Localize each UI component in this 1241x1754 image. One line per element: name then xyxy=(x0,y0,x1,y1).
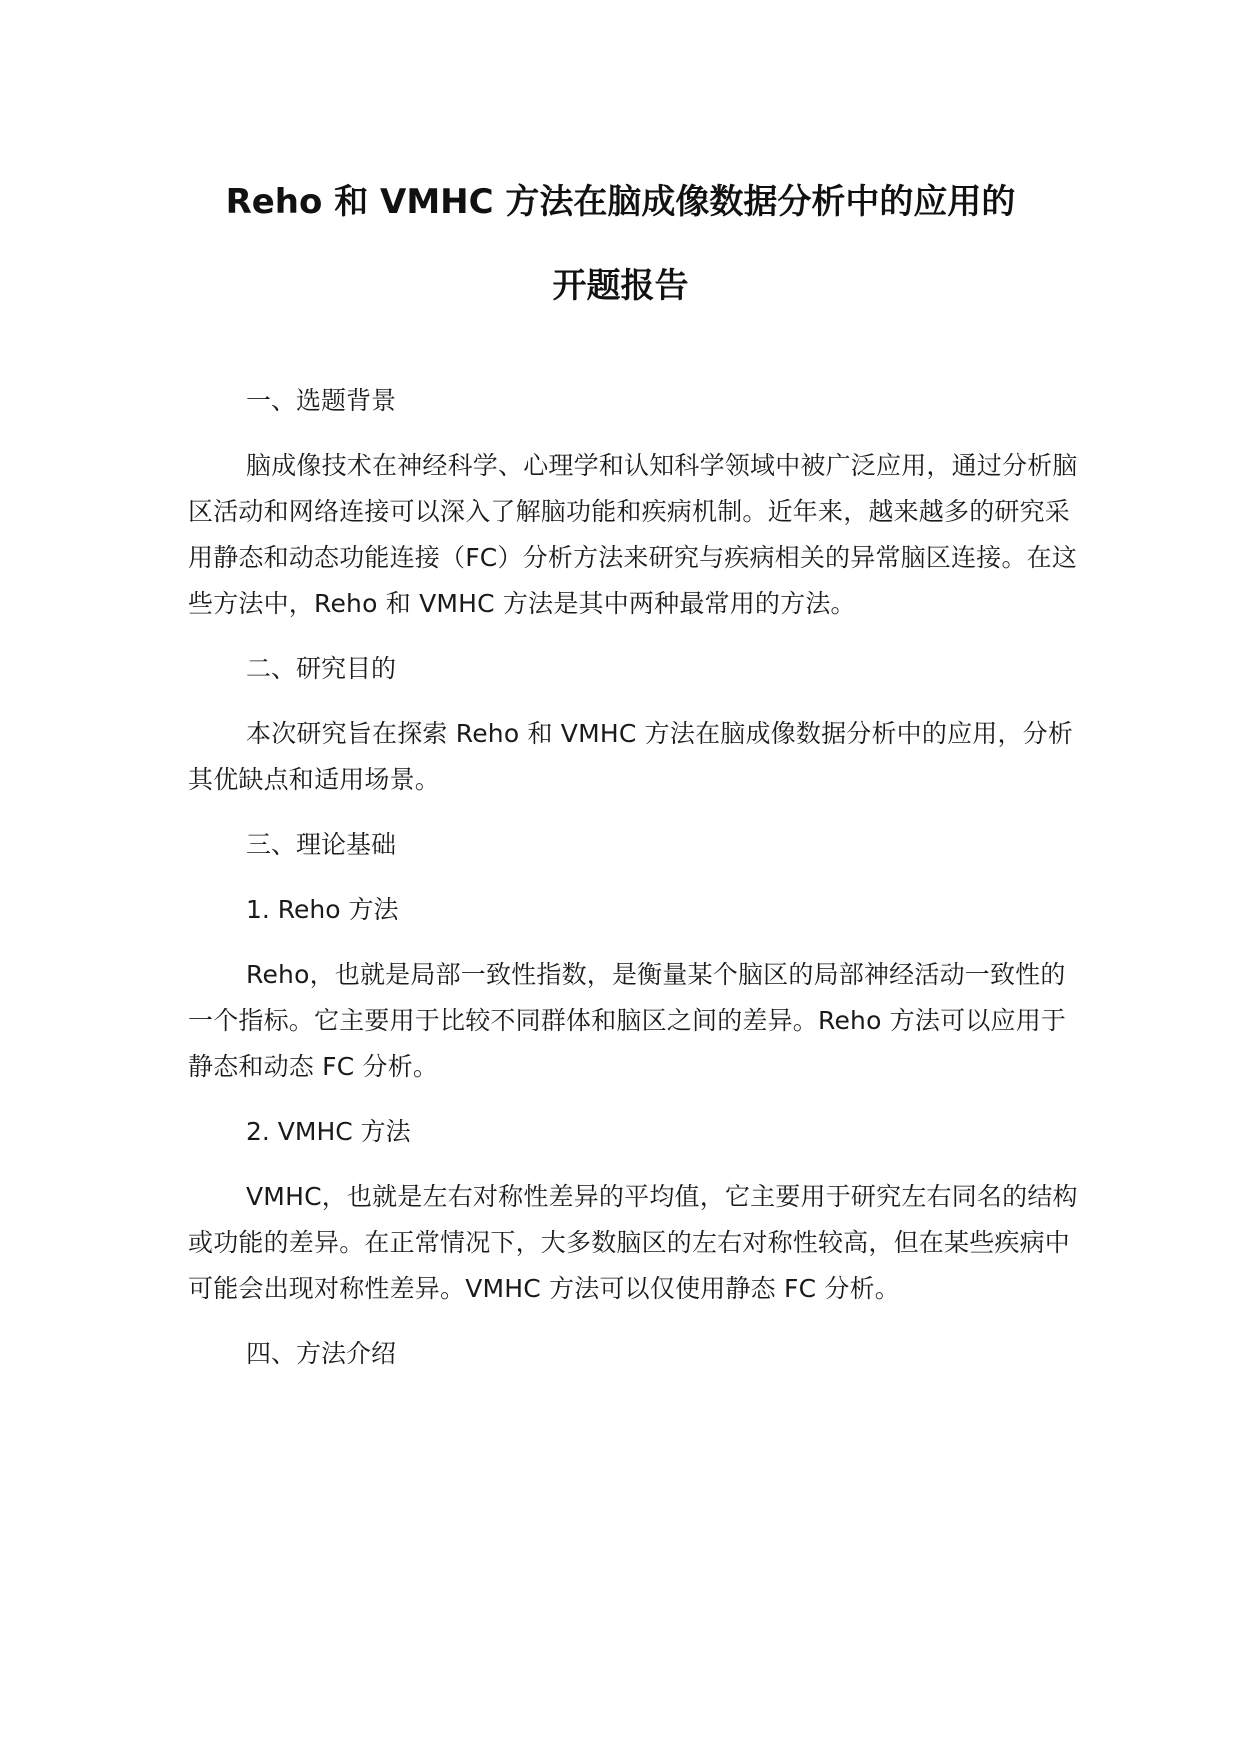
paragraph-vmhc: VMHC，也就是左右对称性差异的平均值，它主要用于研究左右同名的结构或功能的差异。在正常情况下，大多数脑区的左右对称性较高，但在某些疾病中可能会出现对称性差异。VMHC 方法可以仅使用静态 FC 分析。 xyxy=(188,1182,1078,1303)
paragraph-purpose: 本次研究旨在探索 Reho 和 VMHC 方法在脑成像数据分析中的应用，分析其优缺点和适用场景。 xyxy=(188,719,1074,794)
document-body xyxy=(188,378,1088,1377)
document-title-line-1: Reho 和 VMHC 方法在脑成像数据分析中的应用的 xyxy=(225,182,1016,222)
section-heading-purpose: 二、研究目的 xyxy=(246,654,397,683)
section-heading-method: 四、方法介绍 xyxy=(246,1339,397,1368)
section-heading-theory: 三、理论基础 xyxy=(246,830,397,859)
subsection-heading-reho: 1. Reho 方法 xyxy=(246,895,399,924)
subsection-heading-vmhc: 2. VMHC 方法 xyxy=(246,1117,411,1146)
section-heading-background: 一、选题背景 xyxy=(246,386,397,415)
document-title-line-2: 开题报告 xyxy=(552,266,689,306)
paragraph-background: 脑成像技术在神经科学、心理学和认知科学领域中被广泛应用，通过分析脑区活动和网络连接可以深入了解脑功能和疾病机制。近年来，越来越多的研究采用静态和动态功能连接（FC）分析方法来研究与疾病相关的异常脑区连接。在这些方法中，Reho 和 VMHC 方法是其中两种最常用的方法。 xyxy=(188,451,1078,618)
paragraph-reho: Reho，也就是局部一致性指数，是衡量某个脑区的局部神经活动一致性的一个指标。它主要用于比较不同群体和脑区之间的差异。Reho 方法可以应用于静态和动态 FC 分析。 xyxy=(188,960,1067,1081)
